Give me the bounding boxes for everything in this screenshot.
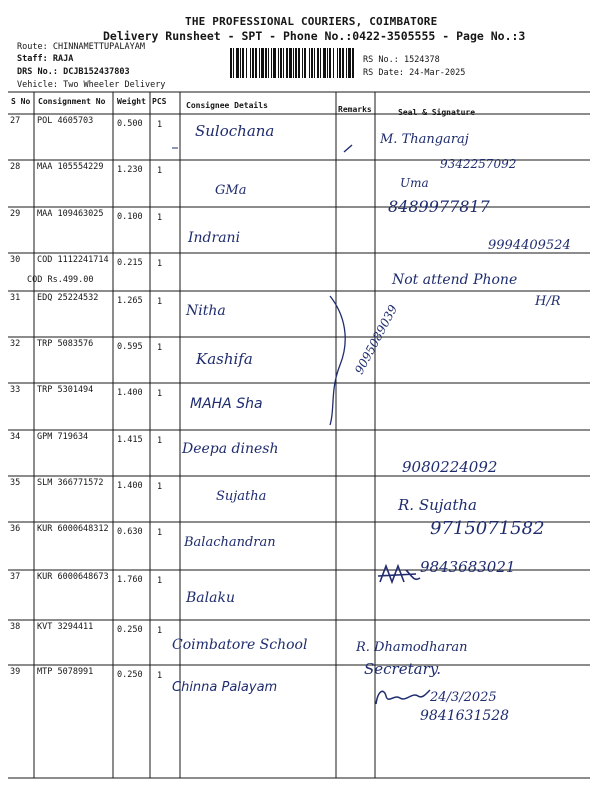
handwritten-consignee: Kashifa bbox=[196, 350, 253, 368]
handwritten-phone: 9342257092 bbox=[440, 157, 517, 171]
handwritten-consignee: GMa bbox=[215, 183, 247, 198]
row-sno: 28 bbox=[10, 162, 21, 172]
handwritten-consignee: Sujatha bbox=[216, 489, 267, 504]
row-pcs: 1 bbox=[157, 436, 163, 446]
row-sno: 29 bbox=[10, 209, 21, 219]
vehicle-label: Vehicle: bbox=[17, 80, 58, 90]
row-consignment-no: TRP 5301494 bbox=[37, 385, 94, 395]
row-pcs: 1 bbox=[157, 297, 163, 307]
row-pcs: 1 bbox=[157, 671, 163, 681]
row-consignment-no: KUR 6000648312 bbox=[37, 524, 109, 534]
handwritten-phone: 9095089039 bbox=[352, 302, 401, 377]
row-consignment-no: COD 1112241714 bbox=[37, 255, 109, 265]
handwritten-date: 24/3/2025 bbox=[430, 690, 497, 705]
handwritten-signature: M. Thangaraj bbox=[380, 132, 469, 147]
row-pcs: 1 bbox=[157, 528, 163, 538]
handwritten-consignee: Chinna Palayam bbox=[172, 680, 278, 695]
route-value: CHINNAMETTUPALAYAM bbox=[52, 42, 145, 52]
row-consignment-no: MAA 105554229 bbox=[37, 162, 104, 172]
drs-value: DCJB152437803 bbox=[63, 67, 130, 77]
handwritten-phone: 9843683021 bbox=[420, 558, 516, 576]
handwritten-phone: 8489977817 bbox=[388, 197, 490, 216]
row-weight: 0.500 bbox=[117, 119, 143, 129]
row-weight: 1.230 bbox=[117, 165, 143, 175]
row-sno: 31 bbox=[10, 293, 21, 303]
handwritten-consignee: Indrani bbox=[188, 230, 241, 246]
row-weight: 0.250 bbox=[117, 670, 143, 680]
handwritten-consignee: Nitha bbox=[186, 303, 226, 319]
row-pcs: 1 bbox=[157, 389, 163, 399]
row-pcs: 1 bbox=[157, 343, 163, 353]
row-pcs: 1 bbox=[157, 259, 163, 269]
rs-date-value: 24-Mar-2025 bbox=[409, 68, 466, 78]
row-consignment-no: KUR 6000648673 bbox=[37, 572, 109, 582]
col-consignment-header: Consignment No bbox=[38, 97, 106, 106]
vehicle-value: Two Wheeler Delivery bbox=[63, 80, 166, 90]
row-consignment-no: MAA 109463025 bbox=[37, 209, 104, 219]
rs-no-value: 1524378 bbox=[403, 55, 440, 65]
handwritten-remark: Not attend Phone bbox=[392, 272, 518, 288]
row-pcs: 1 bbox=[157, 626, 163, 636]
handwritten-consignee: Coimbatore School bbox=[172, 637, 308, 653]
row-weight: 0.100 bbox=[117, 212, 143, 222]
handwritten-consignee: MAHA Sha bbox=[190, 396, 263, 412]
handwritten-phone: 9994409524 bbox=[488, 238, 571, 253]
handwritten-phone: 9841631528 bbox=[420, 708, 510, 724]
row-weight: 0.630 bbox=[117, 527, 143, 537]
row-sno: 33 bbox=[10, 385, 21, 395]
handwritten-remark: H/R bbox=[535, 294, 561, 309]
row-consignment-no: MTP 5078991 bbox=[37, 667, 94, 677]
row-pcs: 1 bbox=[157, 576, 163, 586]
route-label: Route: bbox=[17, 42, 48, 52]
signature-scribble bbox=[376, 560, 424, 588]
col-seal-header: Seal & Signature bbox=[398, 108, 476, 117]
row-weight: 0.250 bbox=[117, 625, 143, 635]
handwritten-consignee: Sulochana bbox=[195, 122, 275, 140]
col-remarks-header: Remarks bbox=[338, 105, 372, 114]
handwritten-consignee: Balachandran bbox=[184, 535, 276, 550]
col-weight-header: Weight bbox=[117, 97, 146, 106]
col-sno-header: S No bbox=[11, 97, 31, 106]
runsheet-title: Delivery Runsheet - SPT - Phone No.:0422-3505555 - Page No.:3 bbox=[103, 29, 526, 43]
handwritten-signature: R. Dhamodharan bbox=[356, 640, 468, 655]
row-sno: 36 bbox=[10, 524, 21, 534]
row-consignment-no: POL 4605703 bbox=[37, 116, 94, 126]
drs-label: DRS No.: bbox=[17, 67, 58, 77]
col-pcs-header: PCS bbox=[152, 97, 167, 106]
row-consignment-no: KVT 3294411 bbox=[37, 622, 94, 632]
handwritten-designation: Secretary. bbox=[364, 660, 441, 678]
row-consignment-no: GPM 719634 bbox=[37, 432, 89, 442]
row-weight: 1.400 bbox=[117, 388, 143, 398]
handwritten-signature: R. Sujatha bbox=[398, 496, 477, 514]
row-consignment-no: EDQ 25224532 bbox=[37, 293, 99, 303]
handwritten-consignee: Balaku bbox=[186, 590, 235, 606]
row-sno: 32 bbox=[10, 339, 21, 349]
row-weight: 1.415 bbox=[117, 435, 143, 445]
handwritten-consignee: Deepa dinesh bbox=[182, 441, 279, 457]
staff-label: Staff: bbox=[17, 54, 48, 64]
row-sno: 35 bbox=[10, 478, 21, 488]
row-consignment-no: TRP 5083576 bbox=[37, 339, 94, 349]
row-pcs: 1 bbox=[157, 166, 163, 176]
row-weight: 1.760 bbox=[117, 575, 143, 585]
row-weight: 0.595 bbox=[117, 342, 143, 352]
row-sno: 39 bbox=[10, 667, 21, 677]
row-weight: 1.265 bbox=[117, 296, 143, 306]
signature-scribble bbox=[372, 684, 432, 710]
row-sno: 34 bbox=[10, 432, 21, 442]
rs-date-label: RS Date: bbox=[363, 68, 404, 78]
company-name: THE PROFESSIONAL COURIERS, COIMBATORE bbox=[185, 15, 438, 28]
row-pcs: 1 bbox=[157, 120, 163, 130]
row-sno: 38 bbox=[10, 622, 21, 632]
row-pcs: 1 bbox=[157, 213, 163, 223]
row-weight: 0.215 bbox=[117, 258, 143, 268]
row-sno: 27 bbox=[10, 116, 21, 126]
row-weight: 1.400 bbox=[117, 481, 143, 491]
handwritten-signature: Uma bbox=[400, 176, 429, 190]
handwritten-phone: 9715071582 bbox=[430, 518, 545, 539]
row-consignment-no: SLM 366771572 bbox=[37, 478, 104, 488]
row-pcs: 1 bbox=[157, 482, 163, 492]
row-sno: 37 bbox=[10, 572, 21, 582]
handwritten-phone: 9080224092 bbox=[402, 458, 498, 476]
row-sno: 30 bbox=[10, 255, 21, 265]
row-cod-amount: COD Rs.499.00 bbox=[27, 275, 94, 285]
staff-value: RAJA bbox=[52, 54, 74, 64]
rs-no-label: RS No.: bbox=[363, 55, 399, 65]
col-consignee-header: Consignee Details bbox=[186, 101, 268, 110]
